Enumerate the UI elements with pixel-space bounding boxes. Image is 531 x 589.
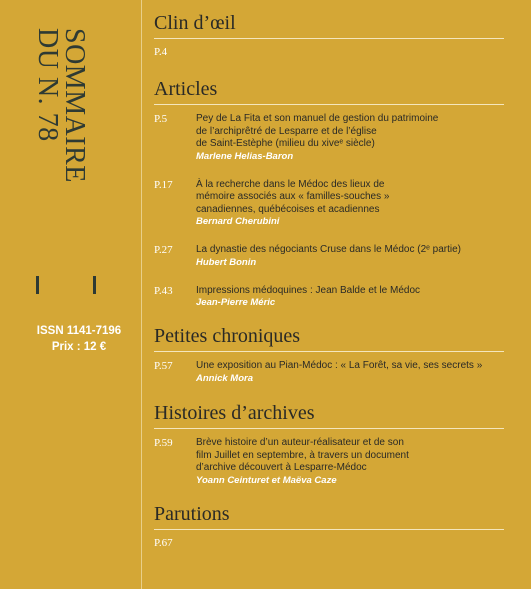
article-entry[interactable] bbox=[154, 113, 504, 163]
price: Prix : 12 € bbox=[51, 341, 107, 353]
page-number: P.17 bbox=[154, 178, 173, 191]
section-heading: Petites chroniques bbox=[154, 325, 301, 347]
section-histoires-archives bbox=[154, 402, 504, 487]
article-author: Marlene Helias-Baron bbox=[196, 150, 294, 162]
issn-block bbox=[6, 323, 152, 355]
page-number: P.67 bbox=[154, 537, 173, 549]
column-divider bbox=[141, 0, 142, 589]
article-title: Une exposition au Pian-Médoc : « La Forêt, sa vie, ses secrets » bbox=[196, 360, 483, 371]
section-clin-doeil bbox=[154, 12, 504, 58]
article-title: Pey de La Fita et son manuel de gestion du patrimoine de l’archiprêtré de Lesparre et de l’église de Saint-Estèphe (milieu du xiveᵉ siècle) bbox=[196, 113, 439, 149]
section-articles bbox=[154, 78, 504, 309]
article-entry[interactable] bbox=[154, 437, 504, 487]
section-rule bbox=[154, 351, 504, 352]
issue-title-line2: DU N. 78 bbox=[32, 28, 63, 142]
section-heading: Histoires d’archives bbox=[154, 402, 315, 424]
article-entry[interactable] bbox=[154, 360, 504, 385]
article-author: Bernard Cherubini bbox=[196, 216, 280, 227]
title-rule-left bbox=[36, 276, 39, 294]
section-heading: Articles bbox=[154, 78, 218, 100]
section-heading: Parutions bbox=[154, 503, 230, 525]
page-number: P.4 bbox=[154, 46, 168, 58]
article-title: La dynastie des négociants Cruse dans le Médoc (2ᵉ partie) bbox=[196, 244, 461, 255]
article-title: À la recherche dans le Médoc des lieux de mémoire associés aux « familles-souches » canadiennes, québécoises et acadiennes bbox=[196, 178, 390, 215]
section-heading: Clin d’œil bbox=[154, 12, 236, 34]
page-number: P.57 bbox=[154, 360, 173, 372]
section-petites-chroniques bbox=[154, 325, 504, 385]
section-parutions bbox=[154, 503, 504, 549]
title-rule-right bbox=[93, 276, 96, 294]
article-author: Hubert Bonin bbox=[196, 256, 257, 268]
issue-title-line1: SOMMAIRE bbox=[59, 28, 90, 183]
issue-title bbox=[32, 28, 88, 268]
article-entry[interactable] bbox=[154, 179, 504, 229]
page-number: P.5 bbox=[154, 113, 168, 125]
section-rule bbox=[154, 38, 504, 39]
article-author: Yoann Ceinturet et Maëva Caze bbox=[196, 474, 337, 486]
article-author: Jean-Pierre Méric bbox=[196, 297, 276, 308]
section-rule bbox=[154, 104, 504, 105]
article-author: Annick Mora bbox=[196, 372, 254, 384]
article-title: Brève histoire d’un auteur-réalisateur et de son film Juillet en septembre, à travers un document d’archive découvert à Lesparre-Médoc bbox=[196, 437, 409, 473]
article-entry[interactable] bbox=[154, 285, 504, 310]
section-rule bbox=[154, 428, 504, 429]
page-number: P.27 bbox=[154, 244, 173, 256]
page-number: P.59 bbox=[154, 437, 173, 449]
article-title: Impressions médoquines : Jean Balde et le Médoc bbox=[196, 284, 421, 296]
page-number: P.43 bbox=[154, 284, 173, 297]
article-entry[interactable] bbox=[154, 244, 504, 269]
issn-number: ISSN 1141-7196 bbox=[36, 325, 122, 337]
section-rule bbox=[154, 529, 504, 530]
